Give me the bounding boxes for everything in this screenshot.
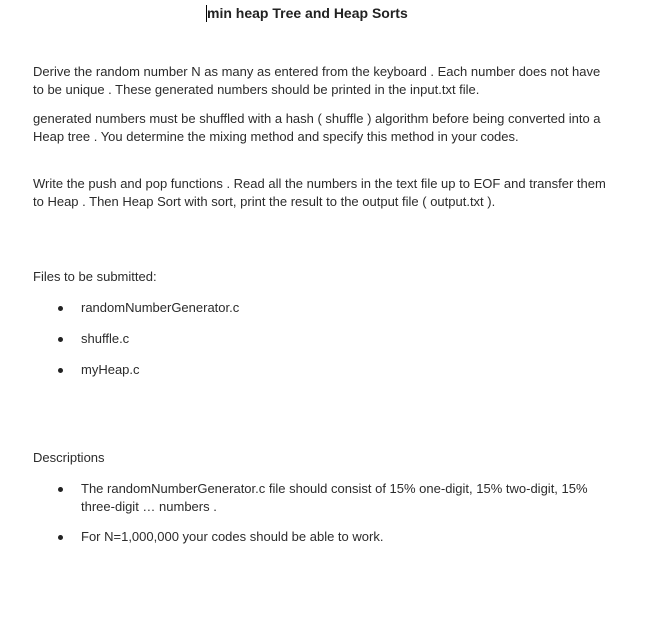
file-name: randomNumberGenerator.c xyxy=(81,300,240,315)
document-title: min heap Tree and Heap Sorts xyxy=(207,5,408,21)
files-list xyxy=(58,299,618,392)
files-heading: Files to be submitted: xyxy=(33,269,157,284)
description-text: The randomNumberGenerator.c file should consist of 15% one-digit, 15% two-digit, 15% three-digit … numbers . xyxy=(81,481,588,514)
bullet-icon xyxy=(58,337,63,342)
descriptions-list xyxy=(58,480,618,558)
list-item xyxy=(58,361,618,379)
paragraph-shuffle: generated numbers must be shuffled with a hash ( shuffle ) algorithm before being converted into a Heap tree . You determine the mixing method and specify this method in your codes. xyxy=(33,111,601,144)
bullet-icon xyxy=(58,535,63,540)
paragraph-random-number: Derive the random number N as many as entered from the keyboard . Each number does not have to be unique . These generated numbers should be printed in the input.txt file. xyxy=(33,64,601,97)
bullet-icon xyxy=(58,368,63,373)
list-item xyxy=(58,330,618,348)
paragraph-push-pop: Write the push and pop functions . Read all the numbers in the text file up to EOF and transfer them to Heap . Then Heap Sort with sort, print the result to the output file ( output.txt ). xyxy=(33,176,606,209)
list-item xyxy=(58,480,618,516)
file-name: myHeap.c xyxy=(81,362,140,377)
bullet-icon xyxy=(58,306,63,311)
description-text: For N=1,000,000 your codes should be able to work. xyxy=(81,529,384,544)
list-item xyxy=(58,299,618,317)
file-name: shuffle.c xyxy=(81,331,130,346)
bullet-icon xyxy=(58,487,63,492)
list-item xyxy=(58,528,618,546)
descriptions-heading: Descriptions xyxy=(33,450,105,465)
